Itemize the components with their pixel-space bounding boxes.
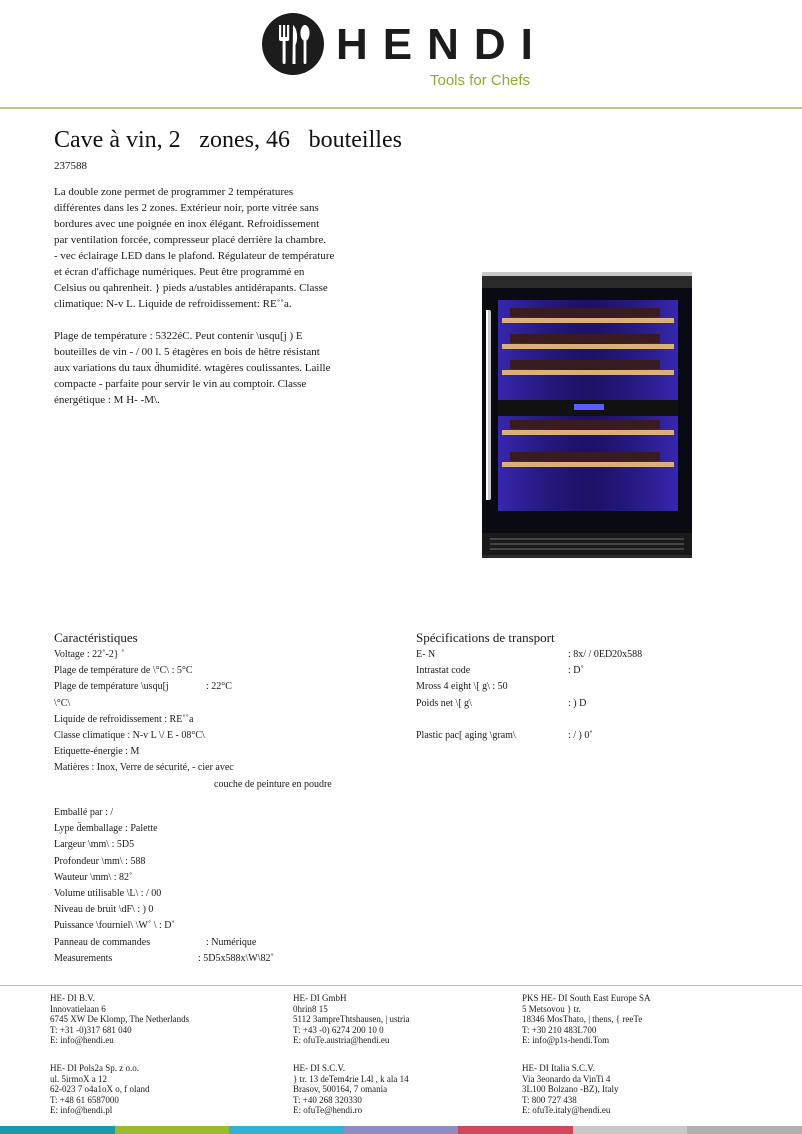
spec-temp-to-value: : 22°C [206,681,232,693]
office-line: 5112 3ampreThtshausen, | ustria [293,1014,410,1025]
pack-depth: Profondeur \mm\ : 588 [54,855,146,867]
office-line: HE- DI Italia S.C.V. [522,1063,595,1073]
transport-intrastat-value: : D˚ [568,665,584,677]
office-line: HE- DI B.V. [50,993,95,1003]
pack-measurements-value: : 5D5x588x\W\82˚ [198,952,274,964]
description-paragraph-2: Plage de température : 5322éC. Peut contenir \usqu[j ) E bouteilles de vin - / 00 l. 5 étagères en bois de hêtre résistant aux variations du taux d̈humidité. wtagères coulissantes. Laille compacte - parfaite pour servir le vin au comptoir. Classe énergétique : M H- -M\. [54,330,331,406]
transport-title: Spécifications de transport [416,630,555,645]
packaging-section [54,805,414,967]
transport-ean [416,647,756,663]
spec-temp-unit: \°C\ [54,697,71,709]
pack-width: Largeur \mm\ : 5D5 [54,839,135,851]
transport-intrastat [416,663,756,679]
transport-plastic-value: : / ) 0˚ [568,729,593,741]
office-line: E: info@hendi.pl [50,1105,113,1116]
product-image-wine-cooler [480,270,694,570]
transport-gross-weight-label: Mross 4 eight \[ g\ : 50 [416,681,508,693]
spec-temp-to [54,679,394,695]
color-bar-segment [229,1126,344,1134]
office-line: 3L100 Bolzano -BZ), Italy [522,1084,619,1095]
color-bar-segment [458,1126,573,1134]
office-line: 6745 XW De Klomp, The Netherlands [50,1014,190,1025]
color-bar-segment [115,1126,230,1134]
office-romania [293,1063,523,1116]
office-line: } tr. 13 deTem4rie L4l , k ala 14 [293,1073,409,1084]
transport-intrastat-label: Intrastat code [416,665,471,677]
product-title: Cave à vin, 2 zones, 46 bouteilles [54,127,402,153]
spec-energy-label: Etiquette-énergie : M [54,746,140,758]
office-line: PKS HE- DI South East Europe SA [522,993,651,1003]
office-line: E: ofuTe@hendi.ro [293,1105,363,1116]
office-line: HE- DI Pols2a Sp. z o.o. [50,1063,139,1073]
brand-name: HENDI [336,20,548,69]
logo-cutlery-icon [262,13,324,75]
description-paragraph-1: La double zone permet de programmer 2 températures différentes dans les 2 zones. Extérieur noir, porte vitrée sans bordures avec une poignée en inox élégant. Refroidissement par ventilation forcée, compresseur placé derrière la chambre. - vec éclairage LED dans le plafond. Régulateur de température et écran d'affichage numériques. Peut être programmé en Celsius ou qahrenheit. } pieds a/ustables antidérapants. Classe climatique: N-v L. Liquide de refroidissement: RE˚˚a. [54,186,335,310]
pack-power: Puissance \fourniel\ \W˚ \ : D˚ [54,920,175,932]
footer-divider [0,985,802,986]
office-line: E: ofuTe.italy@hendi.eu [522,1105,611,1116]
footer-color-bar [0,1126,802,1134]
office-line: E: info@hendi.eu [50,1035,114,1046]
pack-measurements [54,951,414,967]
spec-climate-class: Classe climatique : N-v L \/ E - 08°C\ [54,729,205,741]
header-divider [0,107,802,109]
characteristics-section [54,630,394,793]
header [0,0,802,110]
pack-volume: Volume utilisable \L\ : / 00 [54,887,162,899]
pack-height: Wauteur \mm\ : 82˚ [54,871,133,883]
office-line: 0hrin8 15 [293,1003,328,1014]
pack-control-panel-label: Panneau de commandes [54,936,151,948]
pack-type: Lype d̈emballage : Palette [54,823,158,835]
spec-temp-to-label: Plage de température \usqu[j [54,681,169,693]
office-line: 18346 MosThato, | thens, { reeTe [522,1014,643,1025]
pack-noise: Niveau de bruit \dF\ : ) 0 [54,904,154,916]
transport-net-weight [416,696,756,712]
color-bar-segment [344,1126,459,1134]
office-netherlands [50,993,280,1046]
pack-measurements-label: Measurements [54,952,113,964]
pack-control-panel-value: : Numérique [206,936,257,948]
brand-tagline: Tools for Chefs [430,72,531,89]
transport-net-weight-value: : ) D [568,697,587,709]
transport-gross-weight [416,679,756,695]
office-line: 5 Metsovou } tr. [522,1003,581,1014]
office-italy [522,1063,752,1116]
pack-control-panel [54,935,414,951]
office-poland [50,1063,280,1116]
office-line: T: +48 61 6587000 [50,1094,119,1105]
color-bar-segment [0,1126,115,1134]
color-bar-segment [573,1126,688,1134]
spec-temp-from: Plage de température de \°C\ : 5°C [54,665,193,677]
office-line: T: +40 268 320330 [293,1094,362,1105]
transport-net-weight-label: Poids net \[ g\ [416,697,472,709]
office-line: T: 800 727 438 [522,1094,577,1105]
transport-ean-value: : 8x/ / 0ED20x588 [568,649,643,660]
color-bar-segment [687,1126,802,1134]
pack-packed-by: Emballé par : / [54,807,114,818]
office-line: E: ofuTe.austria@hendi.eu [293,1035,390,1046]
office-line: HE- DI GmbH [293,993,347,1003]
office-line: Brasov, 500164, 7 omania [293,1084,388,1095]
office-line: 62-023 7 o4a1oX o, f oland [50,1084,150,1095]
office-greece [522,993,752,1046]
office-line: Via 3eonardo da VinTi 4 [522,1073,611,1084]
transport-section [416,630,756,744]
spec-refrigerant: Liquide de refroidissement : RE˚˚a [54,713,194,725]
office-line: T: +30 210 483L700 [522,1024,597,1035]
office-line: E: info@p1s-hendi.Tom [522,1035,610,1046]
spec-materials: Matières : Inox, Verre de sécurité, - cier avec [54,762,234,774]
office-line: T: +31 -0)317 681 040 [50,1024,132,1035]
spec-materials-continued: couche de peinture en poudre [214,778,332,790]
transport-ean-label: E- N [416,649,436,660]
product-sku: 237588 [54,160,87,172]
transport-plastic-label: Plastic pac[ aging \gram\ [416,729,516,741]
characteristics-title: Caractéristiques [54,630,138,645]
product-description [54,184,374,408]
office-line: ul. 5irmoX a 12 [50,1073,107,1084]
spec-voltage: Voltage : 22˚-2} ˚ [54,649,125,660]
office-line: HE- DI S.C.V. [293,1063,346,1073]
transport-plastic-packaging [416,728,756,744]
office-line: Innovatielaan 6 [50,1003,106,1014]
office-line: T: +43 -0) 6274 200 10 0 [293,1024,384,1035]
office-austria [293,993,523,1046]
